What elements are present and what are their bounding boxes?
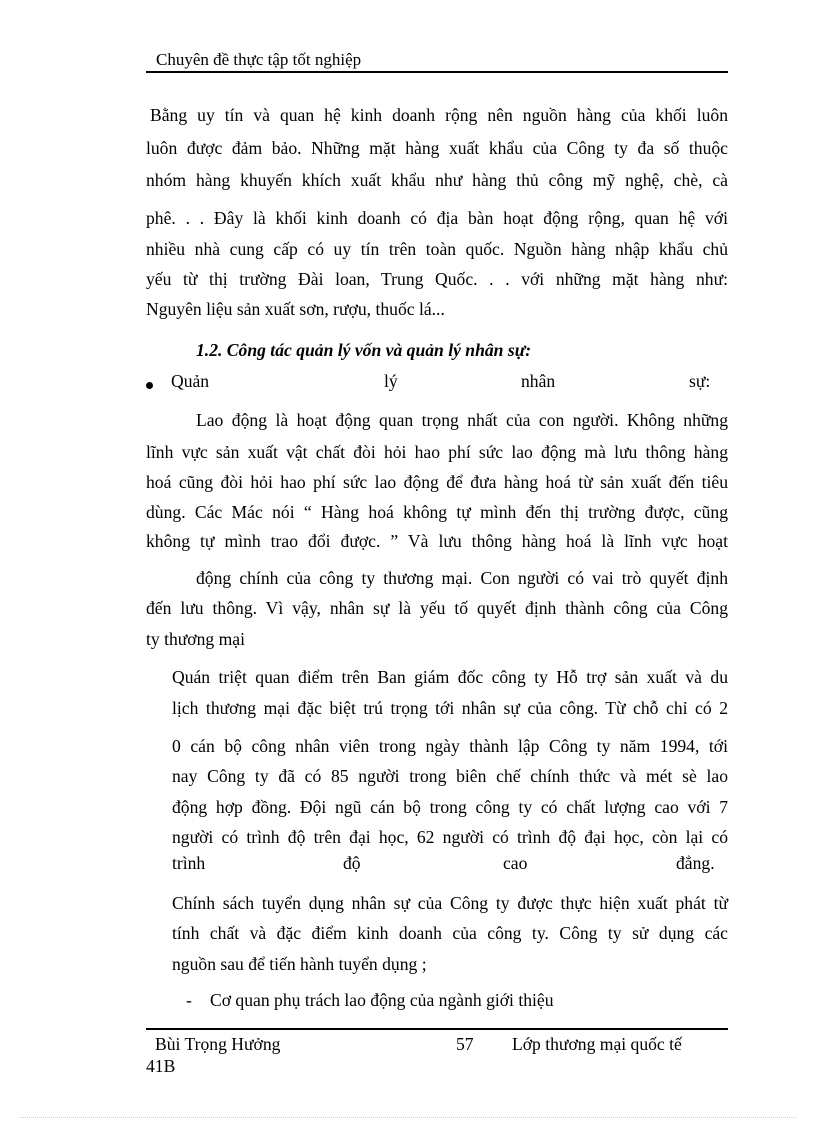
para1-line-3: nhóm hàng khuyến khích xuất khẩu như hàng thủ công mỹ nghệ, chè, cà [146,170,728,190]
para3-line-1: Quán triệt quan điểm trên Ban giám đốc công ty Hỗ trợ sản xuất và du [172,667,728,687]
bullet-word-2: lý [384,371,398,391]
bullet-word-3: nhân [521,371,556,391]
list-item-marker: - [186,990,192,1010]
footer-author: Bùi Trọng Hưởng [155,1034,281,1054]
para2-line-3: hoá cũng đòi hỏi hao phí sức lao động để đưa hàng hoá từ sản xuất đến tiêu [146,472,728,492]
list-item: Cơ quan phụ trách lao động của ngành giới thiệu [210,990,554,1010]
para2-line-7: đến lưu thông. Vì vậy, nhân sự là yếu tố quyết định thành công của Công [146,598,728,618]
para3-line-2: lịch thương mại đặc biệt trú trọng tới nhân sự của công. Từ chỗ chỉ có 2 [172,698,728,718]
header-rule [146,71,728,73]
para2-line-8: ty thương mại [146,629,245,649]
page-header-title: Chuyên đề thực tập tốt nghiệp [156,50,362,69]
para4-line-3: nguồn sau để tiến hành tuyển dụng ; [172,954,427,974]
para1-line-4: phê. . . Đây là khối kinh doanh có địa bàn hoạt động rộng, quan hệ với [146,208,728,228]
bullet-word-1: Quản [171,371,210,391]
para3-last-word-3: cao [503,853,528,873]
para3-last-word-2: độ [343,853,361,873]
section-heading: 1.2. Công tác quản lý vốn và quản lý nhân sự: [196,340,532,360]
bullet-word-4: sự: [689,371,711,391]
para3-line-4: nay Công ty đã có 85 người trong biên chế chính thức và mét sè lao [172,766,728,786]
para2-line-1: Lao động là hoạt động quan trọng nhất của con người. Không những [196,410,728,430]
footer-page-number: 57 [456,1034,474,1054]
para3-line-6: người có trình độ trên đại học, 62 người có trình độ đại học, còn lại có [172,827,728,847]
para3-last-word-1: trình [172,853,206,873]
para2-line-6: động chính của công ty thương mại. Con người có vai trò quyết định [196,568,728,588]
para2-line-4: dùng. Các Mác nói “ Hàng hoá không tự mình đến thị trường được, cũng [146,502,728,522]
footer-class-name: Lớp thương mại quốc tế [512,1034,682,1054]
para3-line-5: động hợp đồng. Đội ngũ cán bộ trong công ty có chất lượng cao với 7 [172,797,728,817]
footer-rule [146,1028,728,1030]
para1-line-2: luôn được đảm bảo. Những mặt hàng xuất khẩu của Công ty đa số thuộc [146,138,728,158]
para2-line-2: lĩnh vực sản xuất vật chất đòi hỏi hao phí sức lao động mà lưu thông hàng [146,442,728,462]
para3-last-word-4: đẳng. [676,853,715,873]
para3-line-3: 0 cán bộ công nhân viên trong ngày thành lập Công ty năm 1994, tới [172,736,728,756]
page-edge [20,1117,796,1118]
para1-line-7: Nguyên liệu sản xuất sơn, rượu, thuốc lá... [146,299,445,319]
footer-class-code: 41B [146,1056,176,1076]
para1-line-6: yếu từ thị trường Đài loan, Trung Quốc. . . với những mặt hàng như: [146,269,728,289]
para1-line-1: Bằng uy tín và quan hệ kinh doanh rộng nên nguồn hàng của khối luôn [150,105,728,125]
bullet-icon [146,382,153,389]
para4-line-1: Chính sách tuyển dụng nhân sự của Công ty được thực hiện xuất phát từ [172,893,728,913]
para2-line-5: không tự mình trao đổi được. ” Và lưu thông hàng hoá là lĩnh vực hoạt [146,531,728,551]
para1-line-5: nhiều nhà cung cấp có uy tín trên toàn quốc. Nguồn hàng nhập khẩu chủ [146,239,728,259]
para4-line-2: tính chất và đặc điểm kinh doanh của công ty. Công ty sử dụng các [172,923,728,943]
